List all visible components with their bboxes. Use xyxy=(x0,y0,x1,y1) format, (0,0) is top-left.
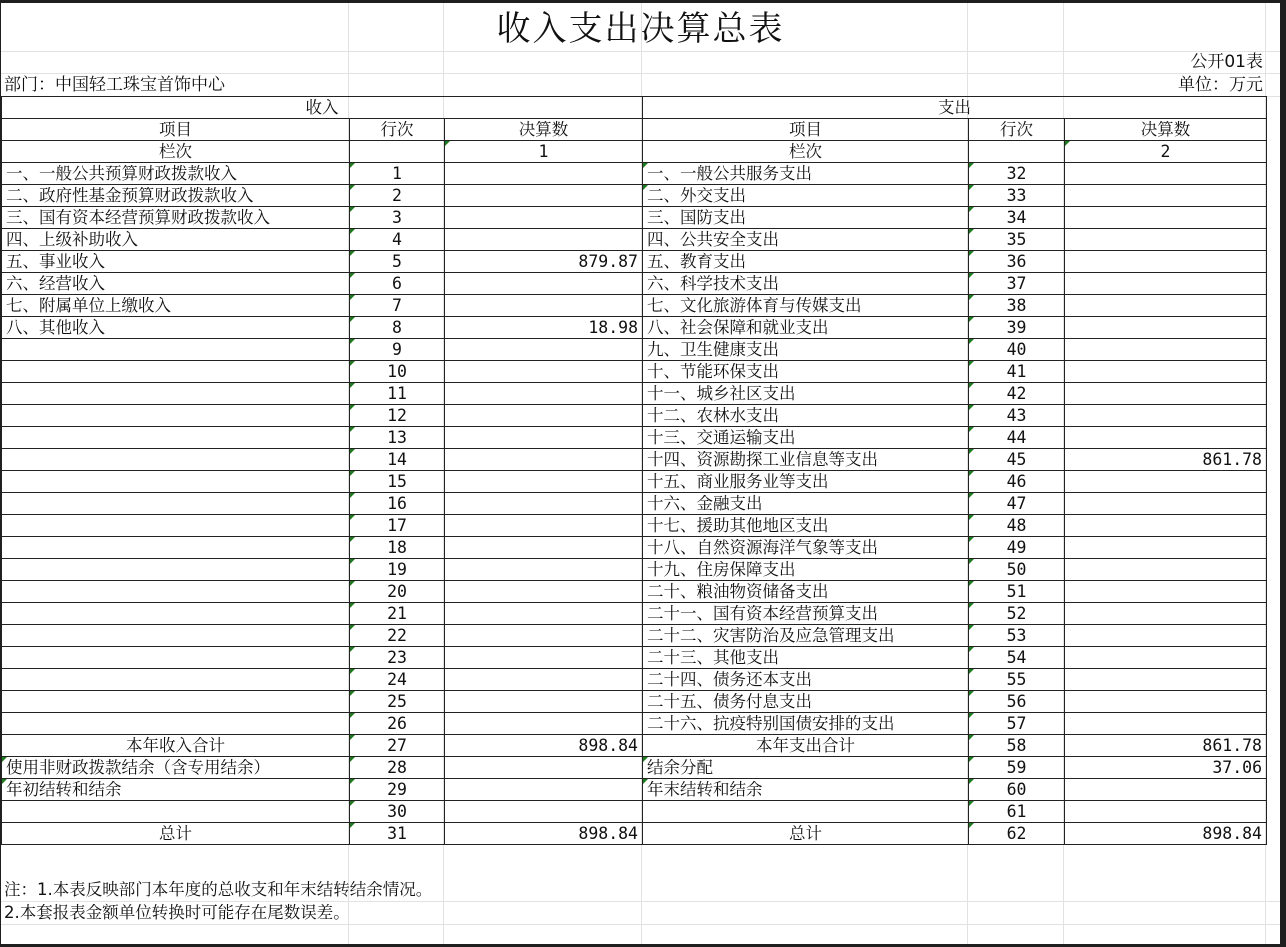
form-code: 公开01表 xyxy=(1190,52,1263,72)
expense-amount-cell[interactable] xyxy=(1065,713,1267,735)
expense-summary-label[interactable] xyxy=(643,801,969,823)
table-row xyxy=(2,361,1267,383)
expense-summary-label[interactable]: 结余分配 xyxy=(643,757,969,779)
income-amount-cell[interactable] xyxy=(445,647,643,669)
table-row xyxy=(2,669,1267,691)
note-line-2: 2.本套报表金额单位转换时可能存在尾数误差。 xyxy=(1,902,1280,925)
income-summary-amount[interactable] xyxy=(445,757,643,779)
expense-amount-cell[interactable] xyxy=(1065,603,1267,625)
income-amount-cell[interactable] xyxy=(445,339,643,361)
income-summary-amount[interactable]: 898.84 xyxy=(445,735,643,757)
expense-item-cell[interactable]: 十一、城乡社区支出 xyxy=(643,383,969,405)
income-column-line-cell[interactable] xyxy=(350,141,445,163)
income-amount-cell[interactable] xyxy=(445,625,643,647)
income-amount-cell[interactable] xyxy=(445,493,643,515)
expense-item-cell[interactable]: 三、国防支出 xyxy=(643,207,969,229)
income-line-no-header[interactable]: 行次 xyxy=(350,119,445,141)
income-summary-amount[interactable]: 898.84 xyxy=(445,823,643,845)
expense-amount-cell[interactable] xyxy=(1065,669,1267,691)
income-line-no-cell[interactable]: 6 xyxy=(350,273,445,295)
expense-summary-label[interactable]: 本年支出合计 xyxy=(643,735,969,757)
expense-line-no-cell[interactable]: 49 xyxy=(969,537,1065,559)
table-row xyxy=(2,581,1267,603)
income-item-cell[interactable] xyxy=(2,603,350,625)
income-column-label[interactable]: 栏次 xyxy=(2,141,350,163)
table-row xyxy=(2,207,1267,229)
expense-amount-cell[interactable] xyxy=(1065,229,1267,251)
income-line-no-cell[interactable]: 23 xyxy=(350,647,445,669)
expense-column-line-cell[interactable] xyxy=(969,141,1065,163)
income-amount-cell[interactable] xyxy=(445,449,643,471)
income-item-cell[interactable]: 七、附属单位上缴收入 xyxy=(2,295,350,317)
expense-line-no-cell[interactable]: 38 xyxy=(969,295,1065,317)
income-amount-cell[interactable] xyxy=(445,163,643,185)
expense-line-no-cell[interactable]: 46 xyxy=(969,471,1065,493)
expense-line-no-cell[interactable]: 51 xyxy=(969,581,1065,603)
expense-item-cell[interactable]: 五、教育支出 xyxy=(643,251,969,273)
expense-amount-cell[interactable] xyxy=(1065,163,1267,185)
expense-summary-label[interactable]: 年末结转和结余 xyxy=(643,779,969,801)
section-header-row xyxy=(2,97,1267,119)
income-summary-label[interactable]: 年初结转和结余 xyxy=(2,779,350,801)
table-row xyxy=(2,339,1267,361)
income-item-cell[interactable] xyxy=(2,493,350,515)
income-summary-line-no[interactable]: 31 xyxy=(350,823,445,845)
income-line-no-cell[interactable]: 13 xyxy=(350,427,445,449)
expense-item-cell[interactable]: 十、节能环保支出 xyxy=(643,361,969,383)
income-item-cell[interactable] xyxy=(2,581,350,603)
income-line-no-cell[interactable]: 2 xyxy=(350,185,445,207)
expense-item-cell[interactable]: 九、卫生健康支出 xyxy=(643,339,969,361)
income-summary-amount[interactable] xyxy=(445,779,643,801)
income-summary-label[interactable] xyxy=(2,801,350,823)
expense-item-cell[interactable]: 七、文化旅游体育与传媒支出 xyxy=(643,295,969,317)
income-item-cell[interactable] xyxy=(2,449,350,471)
table-row xyxy=(2,493,1267,515)
table-row xyxy=(2,603,1267,625)
income-item-cell[interactable]: 三、国有资本经营预算财政拨款收入 xyxy=(2,207,350,229)
income-line-no-cell[interactable]: 22 xyxy=(350,625,445,647)
expense-line-no-cell[interactable]: 34 xyxy=(969,207,1065,229)
expense-line-no-header[interactable]: 行次 xyxy=(969,119,1065,141)
income-item-cell[interactable]: 五、事业收入 xyxy=(2,251,350,273)
expense-amount-cell[interactable] xyxy=(1065,185,1267,207)
income-amount-cell[interactable] xyxy=(445,515,643,537)
expense-summary-amount[interactable]: 861.78 xyxy=(1065,735,1267,757)
expense-amount-cell[interactable] xyxy=(1065,405,1267,427)
department-row xyxy=(1,74,1280,97)
income-item-cell[interactable]: 六、经营收入 xyxy=(2,273,350,295)
expense-item-cell[interactable]: 十七、援助其他地区支出 xyxy=(643,515,969,537)
table-row xyxy=(2,273,1267,295)
income-amount-cell[interactable] xyxy=(445,383,643,405)
table-row xyxy=(2,625,1267,647)
income-line-no-cell[interactable]: 19 xyxy=(350,559,445,581)
income-column-number[interactable]: 1 xyxy=(445,141,643,163)
expense-amount-cell[interactable] xyxy=(1065,537,1267,559)
expense-amount-cell[interactable] xyxy=(1065,493,1267,515)
expense-amount-cell[interactable] xyxy=(1065,647,1267,669)
expense-amount-cell[interactable] xyxy=(1065,427,1267,449)
expense-item-cell[interactable]: 八、社会保障和就业支出 xyxy=(643,317,969,339)
expense-amount-cell[interactable] xyxy=(1065,471,1267,493)
expense-amount-cell[interactable] xyxy=(1065,515,1267,537)
expense-amount-cell[interactable] xyxy=(1065,317,1267,339)
expense-column-label[interactable]: 栏次 xyxy=(643,141,969,163)
expense-line-no-cell[interactable]: 41 xyxy=(969,361,1065,383)
expense-line-no-cell[interactable]: 56 xyxy=(969,691,1065,713)
income-line-no-cell[interactable]: 25 xyxy=(350,691,445,713)
expense-item-cell[interactable]: 二十二、灾害防治及应急管理支出 xyxy=(643,625,969,647)
summary-row xyxy=(2,757,1267,779)
expense-line-no-cell[interactable]: 55 xyxy=(969,669,1065,691)
expense-line-no-cell[interactable]: 57 xyxy=(969,713,1065,735)
table-row xyxy=(2,405,1267,427)
expense-amount-cell[interactable] xyxy=(1065,625,1267,647)
income-summary-amount[interactable] xyxy=(445,801,643,823)
income-amount-cell[interactable] xyxy=(445,361,643,383)
income-amount-cell[interactable] xyxy=(445,295,643,317)
expense-item-cell[interactable]: 二十四、债务还本支出 xyxy=(643,669,969,691)
expense-item-cell[interactable]: 十九、住房保障支出 xyxy=(643,559,969,581)
column-header-row xyxy=(2,119,1267,141)
note-line-1: 注：1.本表反映部门本年度的总收支和年末结转结余情况。 xyxy=(1,879,1280,902)
expense-item-cell[interactable]: 二十六、抗疫特别国债安排的支出 xyxy=(643,713,969,735)
summary-row xyxy=(2,801,1267,823)
expense-item-cell[interactable]: 十四、资源勘探工业信息等支出 xyxy=(643,449,969,471)
income-item-cell[interactable] xyxy=(2,537,350,559)
income-amount-cell[interactable] xyxy=(445,207,643,229)
income-amount-cell[interactable] xyxy=(445,581,643,603)
income-line-no-cell[interactable]: 10 xyxy=(350,361,445,383)
expense-amount-cell[interactable]: 861.78 xyxy=(1065,449,1267,471)
income-line-no-cell[interactable]: 1 xyxy=(350,163,445,185)
expense-line-no-cell[interactable]: 47 xyxy=(969,493,1065,515)
expense-line-no-cell[interactable]: 32 xyxy=(969,163,1065,185)
income-amount-header[interactable]: 决算数 xyxy=(445,119,643,141)
expense-line-no-cell[interactable]: 40 xyxy=(969,339,1065,361)
expense-item-cell[interactable]: 二十三、其他支出 xyxy=(643,647,969,669)
income-amount-cell[interactable] xyxy=(445,669,643,691)
expense-line-no-cell[interactable]: 42 xyxy=(969,383,1065,405)
income-line-no-cell[interactable]: 21 xyxy=(350,603,445,625)
income-section-header[interactable]: 收入 xyxy=(2,97,643,119)
income-item-cell[interactable] xyxy=(2,691,350,713)
table-row xyxy=(2,537,1267,559)
unit-label: 单位：万元 xyxy=(1178,75,1263,95)
expense-line-no-cell[interactable]: 45 xyxy=(969,449,1065,471)
department-label: 部门：中国轻工珠宝首饰中心 xyxy=(4,75,225,95)
income-amount-cell[interactable] xyxy=(445,603,643,625)
income-line-no-cell[interactable]: 8 xyxy=(350,317,445,339)
table-row xyxy=(2,163,1267,185)
income-amount-cell[interactable]: 18.98 xyxy=(445,317,643,339)
summary-row xyxy=(2,735,1267,757)
income-line-no-cell[interactable]: 4 xyxy=(350,229,445,251)
table-row xyxy=(2,559,1267,581)
expense-item-cell[interactable]: 二十、粮油物资储备支出 xyxy=(643,581,969,603)
income-item-cell[interactable] xyxy=(2,339,350,361)
income-amount-cell[interactable]: 879.87 xyxy=(445,251,643,273)
expense-amount-cell[interactable] xyxy=(1065,339,1267,361)
table-row xyxy=(2,295,1267,317)
income-item-cell[interactable] xyxy=(2,427,350,449)
income-amount-cell[interactable] xyxy=(445,229,643,251)
expense-summary-line-no[interactable]: 58 xyxy=(969,735,1065,757)
table-row xyxy=(2,471,1267,493)
table-row xyxy=(2,713,1267,735)
table-row xyxy=(2,515,1267,537)
expense-line-no-cell[interactable]: 39 xyxy=(969,317,1065,339)
expense-line-no-cell[interactable]: 52 xyxy=(969,603,1065,625)
expense-summary-amount[interactable]: 37.06 xyxy=(1065,757,1267,779)
expense-line-no-cell[interactable]: 36 xyxy=(969,251,1065,273)
income-item-cell[interactable] xyxy=(2,713,350,735)
income-line-no-cell[interactable]: 5 xyxy=(350,251,445,273)
summary-row xyxy=(2,779,1267,801)
table-row xyxy=(2,449,1267,471)
income-summary-label[interactable]: 本年收入合计 xyxy=(2,735,350,757)
expense-line-no-cell[interactable]: 54 xyxy=(969,647,1065,669)
expense-amount-cell[interactable] xyxy=(1065,273,1267,295)
expense-item-cell[interactable]: 四、公共安全支出 xyxy=(643,229,969,251)
expense-line-no-cell[interactable]: 48 xyxy=(969,515,1065,537)
table-row xyxy=(2,185,1267,207)
table-row xyxy=(2,691,1267,713)
income-item-cell[interactable] xyxy=(2,361,350,383)
income-item-cell[interactable] xyxy=(2,515,350,537)
expense-amount-cell[interactable] xyxy=(1065,361,1267,383)
expense-amount-cell[interactable] xyxy=(1065,691,1267,713)
expense-item-cell[interactable]: 二、外交支出 xyxy=(643,185,969,207)
income-amount-cell[interactable] xyxy=(445,185,643,207)
expense-amount-cell[interactable] xyxy=(1065,581,1267,603)
expense-item-cell[interactable]: 十五、商业服务业等支出 xyxy=(643,471,969,493)
expense-summary-line-no[interactable]: 60 xyxy=(969,779,1065,801)
income-line-no-cell[interactable]: 14 xyxy=(350,449,445,471)
table-row xyxy=(2,383,1267,405)
income-item-cell[interactable]: 八、其他收入 xyxy=(2,317,350,339)
expense-amount-cell[interactable] xyxy=(1065,383,1267,405)
income-line-no-cell[interactable]: 9 xyxy=(350,339,445,361)
income-item-cell[interactable] xyxy=(2,405,350,427)
expense-item-cell[interactable]: 六、科学技术支出 xyxy=(643,273,969,295)
income-line-no-cell[interactable]: 18 xyxy=(350,537,445,559)
income-line-no-cell[interactable]: 26 xyxy=(350,713,445,735)
expense-section-header[interactable]: 支出 xyxy=(643,97,1267,119)
income-item-cell[interactable] xyxy=(2,559,350,581)
expense-item-cell[interactable]: 十六、金融支出 xyxy=(643,493,969,515)
expense-line-no-cell[interactable]: 53 xyxy=(969,625,1065,647)
income-summary-line-no[interactable]: 27 xyxy=(350,735,445,757)
expense-line-no-cell[interactable]: 33 xyxy=(969,185,1065,207)
expense-amount-cell[interactable] xyxy=(1065,251,1267,273)
income-line-no-cell[interactable]: 3 xyxy=(350,207,445,229)
column-number-row xyxy=(2,141,1267,163)
income-line-no-cell[interactable]: 11 xyxy=(350,383,445,405)
income-amount-cell[interactable] xyxy=(445,691,643,713)
income-item-cell[interactable] xyxy=(2,383,350,405)
income-amount-cell[interactable] xyxy=(445,537,643,559)
report-title: 收入支出决算总表 xyxy=(1,7,1280,52)
income-line-no-cell[interactable]: 20 xyxy=(350,581,445,603)
income-item-cell[interactable] xyxy=(2,471,350,493)
income-item-cell[interactable] xyxy=(2,647,350,669)
spreadsheet-sheet xyxy=(1,3,1280,944)
form-code-row xyxy=(1,51,1280,74)
expense-summary-amount[interactable] xyxy=(1065,779,1267,801)
income-line-no-cell[interactable]: 12 xyxy=(350,405,445,427)
summary-row xyxy=(2,823,1267,845)
income-item-cell[interactable] xyxy=(2,669,350,691)
income-amount-cell[interactable] xyxy=(445,273,643,295)
notes-section xyxy=(1,879,1280,925)
expense-amount-cell[interactable] xyxy=(1065,295,1267,317)
income-line-no-cell[interactable]: 17 xyxy=(350,515,445,537)
income-amount-cell[interactable] xyxy=(445,405,643,427)
income-amount-cell[interactable] xyxy=(445,559,643,581)
expense-line-no-cell[interactable]: 50 xyxy=(969,559,1065,581)
expense-line-no-cell[interactable]: 44 xyxy=(969,427,1065,449)
income-summary-line-no[interactable]: 29 xyxy=(350,779,445,801)
income-summary-line-no[interactable]: 28 xyxy=(350,757,445,779)
income-expense-table xyxy=(1,96,1267,845)
income-item-header[interactable]: 项目 xyxy=(2,119,350,141)
table-row xyxy=(2,427,1267,449)
income-summary-line-no[interactable]: 30 xyxy=(350,801,445,823)
expense-summary-line-no[interactable]: 59 xyxy=(969,757,1065,779)
expense-item-cell[interactable]: 一、一般公共服务支出 xyxy=(643,163,969,185)
expense-summary-line-no[interactable]: 61 xyxy=(969,801,1065,823)
expense-amount-cell[interactable] xyxy=(1065,207,1267,229)
expense-item-cell[interactable]: 十二、农林水支出 xyxy=(643,405,969,427)
expense-item-header[interactable]: 项目 xyxy=(643,119,969,141)
income-amount-cell[interactable] xyxy=(445,427,643,449)
expense-column-number[interactable]: 2 xyxy=(1065,141,1267,163)
expense-line-no-cell[interactable]: 43 xyxy=(969,405,1065,427)
income-item-cell[interactable]: 一、一般公共预算财政拨款收入 xyxy=(2,163,350,185)
expense-item-cell[interactable]: 十八、自然资源海洋气象等支出 xyxy=(643,537,969,559)
expense-summary-label[interactable]: 总计 xyxy=(643,823,969,845)
expense-line-no-cell[interactable]: 35 xyxy=(969,229,1065,251)
income-line-no-cell[interactable]: 16 xyxy=(350,493,445,515)
income-item-cell[interactable]: 二、政府性基金预算财政拨款收入 xyxy=(2,185,350,207)
expense-item-cell[interactable]: 二十一、国有资本经营预算支出 xyxy=(643,603,969,625)
income-line-no-cell[interactable]: 7 xyxy=(350,295,445,317)
expense-summary-amount[interactable]: 898.84 xyxy=(1065,823,1267,845)
expense-amount-header[interactable]: 决算数 xyxy=(1065,119,1267,141)
income-line-no-cell[interactable]: 15 xyxy=(350,471,445,493)
income-summary-label[interactable]: 使用非财政拨款结余（含专用结余） xyxy=(2,757,350,779)
expense-summary-amount[interactable] xyxy=(1065,801,1267,823)
expense-line-no-cell[interactable]: 37 xyxy=(969,273,1065,295)
table-row xyxy=(2,251,1267,273)
expense-item-cell[interactable]: 十三、交通运输支出 xyxy=(643,427,969,449)
income-line-no-cell[interactable]: 24 xyxy=(350,669,445,691)
table-row xyxy=(2,229,1267,251)
expense-item-cell[interactable]: 二十五、债务付息支出 xyxy=(643,691,969,713)
income-amount-cell[interactable] xyxy=(445,713,643,735)
expense-summary-line-no[interactable]: 62 xyxy=(969,823,1065,845)
income-item-cell[interactable]: 四、上级补助收入 xyxy=(2,229,350,251)
income-item-cell[interactable] xyxy=(2,625,350,647)
table-row xyxy=(2,317,1267,339)
expense-amount-cell[interactable] xyxy=(1065,559,1267,581)
income-summary-label[interactable]: 总计 xyxy=(2,823,350,845)
income-amount-cell[interactable] xyxy=(445,471,643,493)
table-row xyxy=(2,647,1267,669)
